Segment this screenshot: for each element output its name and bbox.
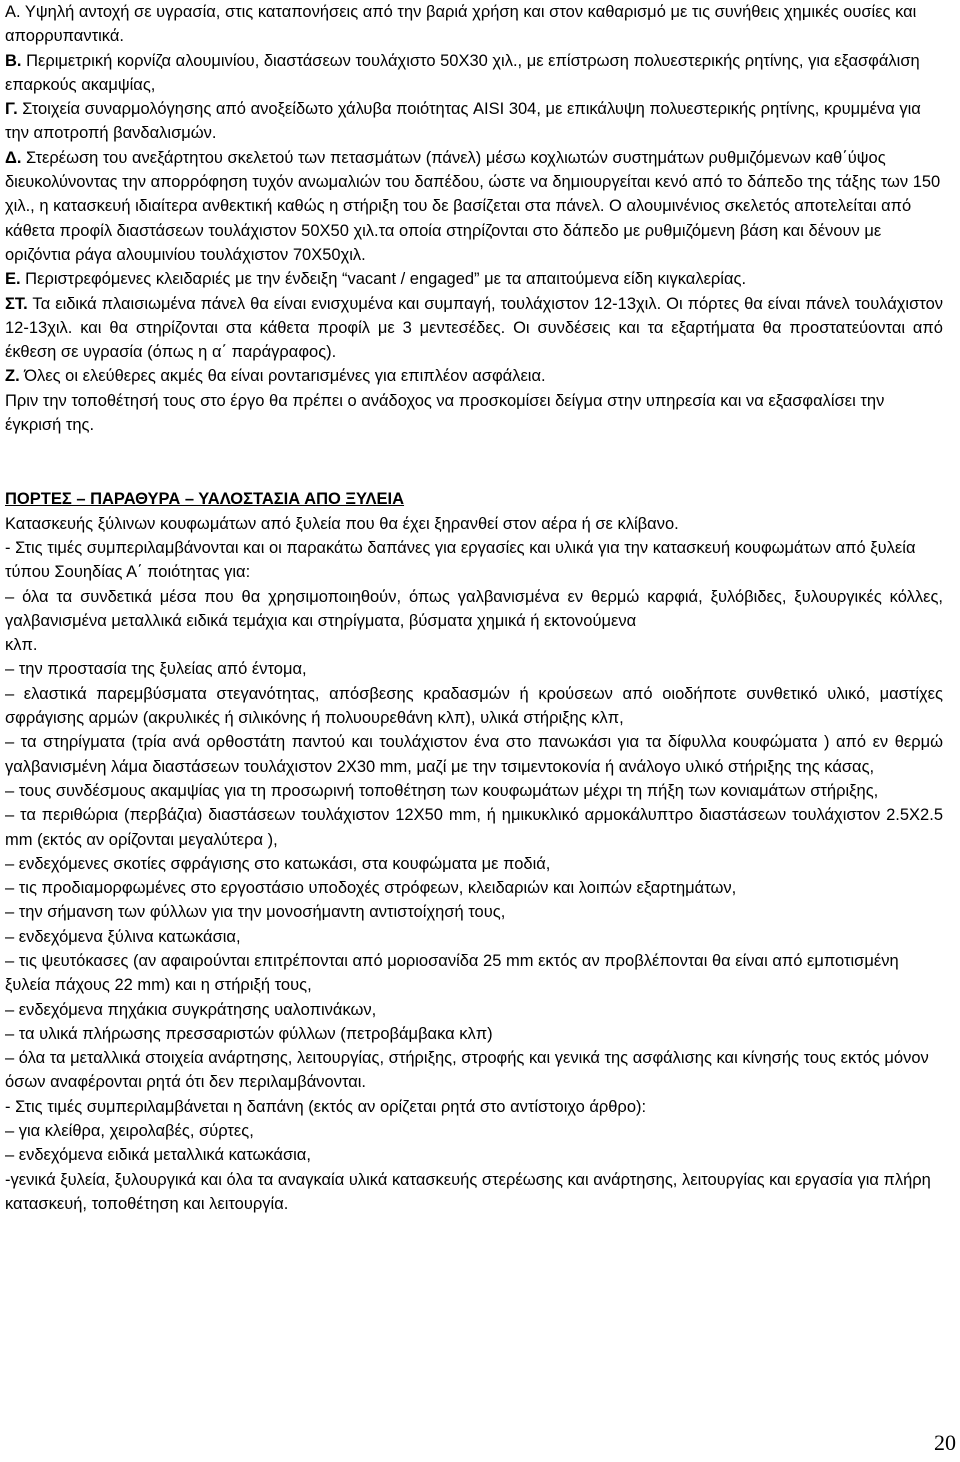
spec-item-d	[5, 146, 943, 267]
page-number: 20	[934, 1430, 956, 1455]
list-item: – τις προδιαμορφωμένες στο εργοστάσιο υποδοχές στρόφεων, κλειδαριών και λοιπών εξαρτημάτων,	[5, 879, 737, 898]
list-item: – τα περιθώρια (περβάζια) διαστάσεων τουλάχιστον 12Χ50 mm, ή ημικυκλικό αρμοκάλυπτρο διαστάσεων τουλάχιστον 2.5Χ2.5 mm (εκτός αν ορίζονται μεγαλύτερα ),	[5, 806, 943, 849]
spec-item-lead: ΣΤ.	[5, 294, 28, 313]
spec-item-lead: Ε.	[5, 270, 21, 289]
list-item: – τα στηρίγματα (τρία ανά ορθοστάτη παντού και τουλάχιστον ένα στο πανωκάσι για τα δίφυλλα κουφώματα ) από εν θερμώ γαλβανισμένη λάμα διαστάσεων τουλάχιστον 2Χ30 mm, μαζί με την τσιμεντοκονία ή ανάλογο υλικό στήριξης της κάσας,	[5, 733, 943, 776]
spec-item-text: Στοιχεία συναρμολόγησης από ανοξείδωτο χάλυβα ποιότητας AISI 304, με επικάλυψη πολυεστερικής ρητίνης, κρυμμένα για την αποτροπή βανδαλισμών.	[5, 100, 921, 143]
spec-item-z	[5, 364, 943, 388]
spec-item-text: Α. Υψηλή αντοχή σε υγρασία, στις καταπονήσεις από την βαριά χρήση και στον καθαρισμό με τις συνήθεις χημικές ουσίες και απορρυπαντικά.	[5, 3, 917, 46]
spec-item-b	[5, 49, 943, 98]
spec-item-text: Όλες οι ελεύθερες ακμές θα είναι ροντarισμένες για επιπλέον ασφάλεια.	[19, 367, 546, 386]
section-heading: ΠΟΡΤΕΣ – ΠΑΡΑΘΥΡΑ – ΥΑΛΟΣΤΑΣΙΑ ΑΠΟ ΞΥΛΕΙΑ	[5, 490, 405, 509]
body-paragraph: Κατασκευής ξύλινων κουφωμάτων από ξυλεία που θα έχει ξηρανθεί στον αέρα ή σε κλίβανο.	[5, 514, 679, 533]
list-item: -γενικά ξυλεία, ξυλουργικά και όλα τα αναγκαία υλικά κατασκευής στερέωσης και ανάρτησης, λειτουργίας και εργασία για πλήρη κατασκευή, τοποθέτηση και λειτουργία.	[5, 1170, 931, 1213]
list-item: – ελαστικά παρεμβύσματα στεγανότητας, απόσβεσης κραδασμών ή κρούσεων από οιοδήποτε συνθετικό υλικό, μαστίχες σφράγισης αρμών (ακρυλικές ή σιλικόνης ή πολυουρεθάνη κλπ), υλικά στήριξης κλπ,	[5, 684, 943, 728]
spec-item-text: Περιστρεφόμενες κλειδαριές με την ένδειξη “vacant / engaged” με τα απαιτούμενα είδη κιγκαλερίας.	[20, 270, 747, 289]
list-item: – ενδεχόμενα πηχάκια συγκράτησης υαλοπινάκων,	[5, 1000, 377, 1019]
spec-item-lead: Δ.	[5, 148, 22, 167]
specification-list	[5, 0, 943, 437]
list-item: – την προστασία της ξυλείας από έντομα,	[5, 660, 307, 679]
spec-item-lead: Γ.	[5, 100, 18, 119]
list-item: – όλα τα μεταλλικά στοιχεία ανάρτησης, λειτουργίας, στήριξης, στροφής και γενικά της ασφάλισης και κίνησής τους εκτός μόνον όσων αναφέρονται ρητά ότι δεν περιλαμβάνονται.	[5, 1049, 929, 1092]
list-item: κλπ.	[5, 636, 38, 655]
spec-item-lead: Ζ.	[5, 367, 20, 386]
list-item: – για κλείθρα, χειρολαβές, σύρτες,	[5, 1122, 254, 1141]
spec-item-st	[5, 292, 943, 365]
body-paragraph: - Στις τιμές συμπεριλαμβάνεται η δαπάνη (εκτός αν ορίζεται ρητά στο αντίστοιχο άρθρο):	[5, 1097, 647, 1116]
approval-note	[5, 389, 943, 438]
section-spacer	[5, 437, 943, 487]
spec-item-text: Πριν την τοποθέτησή τους στο έργο θα πρέπει ο ανάδοχος να προσκομίσει δείγμα στην υπηρεσία και να εξασφαλίσει την έγκρισή της.	[5, 391, 885, 435]
list-item: – την σήμανση των φύλλων για την μονοσήμαντη αντιστοίχησή τους,	[5, 903, 506, 922]
spec-item-text: Στερέωση του ανεξάρτητου σκελετού των πετασμάτων (πάνελ) μέσω κοχλιωτών συστημάτων ρυθμιζόμενων καθ΄ύψος διευκολύνοντας την απορρόφηση τυχόν ανωμαλιών του δαπέδου, ώστε να δημιουργείται κενό από το δάπεδο της τάξης των 150 χιλ., η κατασκευή ιδιαίτερα ανθεκτική καθώς η στήριξη του δε βασίζεται στα πάνελ. Ο αλουμινένιος σκελετός αποτελείται από κάθετα προφίλ διαστάσεων τουλάχιστον 50Χ50 χιλ.τα οποία στηρίζονται στο δάπεδο με ρυθμιζόμενη βάση και δένουν με οριζόντια ράγα αλουμινίου τουλάχιστον 70Χ50χιλ.	[5, 148, 941, 264]
list-item: – ενδεχόμενα ειδικά μεταλλικά κατωκάσια,	[5, 1146, 311, 1165]
list-item: – τα υλικά πλήρωσης πρεσσαριστών φύλλων (πετροβάμβακα κλπ)	[5, 1024, 493, 1043]
spec-item-c	[5, 97, 943, 146]
list-item: – ενδεχόμενα ξύλινα κατωκάσια,	[5, 927, 241, 946]
list-item: – όλα τα συνδετικά μέσα που θα χρησιμοποιηθούν, όπως γαλβανισμένα εν θερμώ καρφιά, ξυλόβιδες, ξυλουργικές κόλλες, γαλβανισμένα μεταλλικά ειδικά τεμάχια και στηρίγματα, βύσματα χημικά ή εκτονούμενα	[5, 587, 943, 630]
document-body	[5, 0, 943, 1216]
wood-section	[5, 487, 943, 1216]
list-item: – τις ψευτόκασες (αν αφαιρούνται επιτρέπονται από μοριοσανίδα 25 mm εκτός αν προβλέπονται θα είναι από εμποτισμένη ξυλεία πάχους 22 mm) και η στήριξή τους,	[5, 951, 899, 995]
spec-item-text: Τα ειδικά πλαισιωμένα πάνελ θα είναι ενισχυμένα και συμπαγή, τουλάχιστον 12-13χιλ. Οι πόρτες θα είναι πάνελ τουλάχιστον 12-13χιλ. και θα στηρίζονται στα κάθετα προφίλ με 3 μεντεσέδες. Οι συνδέσεις και τα εξαρτήματα θα προστατεύονται από έκθεση σε υγρασία (όπως η α΄ παράγραφος).	[5, 294, 943, 362]
spec-item-lead: Β.	[5, 51, 22, 70]
body-paragraph: - Στις τιμές συμπεριλαμβάνονται και οι παρακάτω δαπάνες για εργασίες και υλικά για την κατασκευή κουφωμάτων από ξυλεία τύπου Σουηδίας Α΄ ποιότητας για:	[5, 538, 916, 582]
spec-item-a	[5, 0, 943, 49]
list-item: – τους συνδέσμους ακαμψίας για τη προσωρινή τοποθέτηση των κουφωμάτων μέχρι τη πήξη των κονιαμάτων στήριξης,	[5, 781, 879, 800]
spec-item-e	[5, 267, 943, 291]
spec-item-text: Περιμετρική κορνίζα αλουμινίου, διαστάσεων τουλάχιστο 50Χ30 χιλ., με επίστρωση πολυεστερικής ρητίνης, για εξασφάλιση επαρκούς ακαμψίας,	[5, 51, 920, 94]
list-item: – ενδεχόμενες σκοτίες σφράγισης στο κατωκάσι, στα κουφώματα με ποδιά,	[5, 854, 551, 873]
